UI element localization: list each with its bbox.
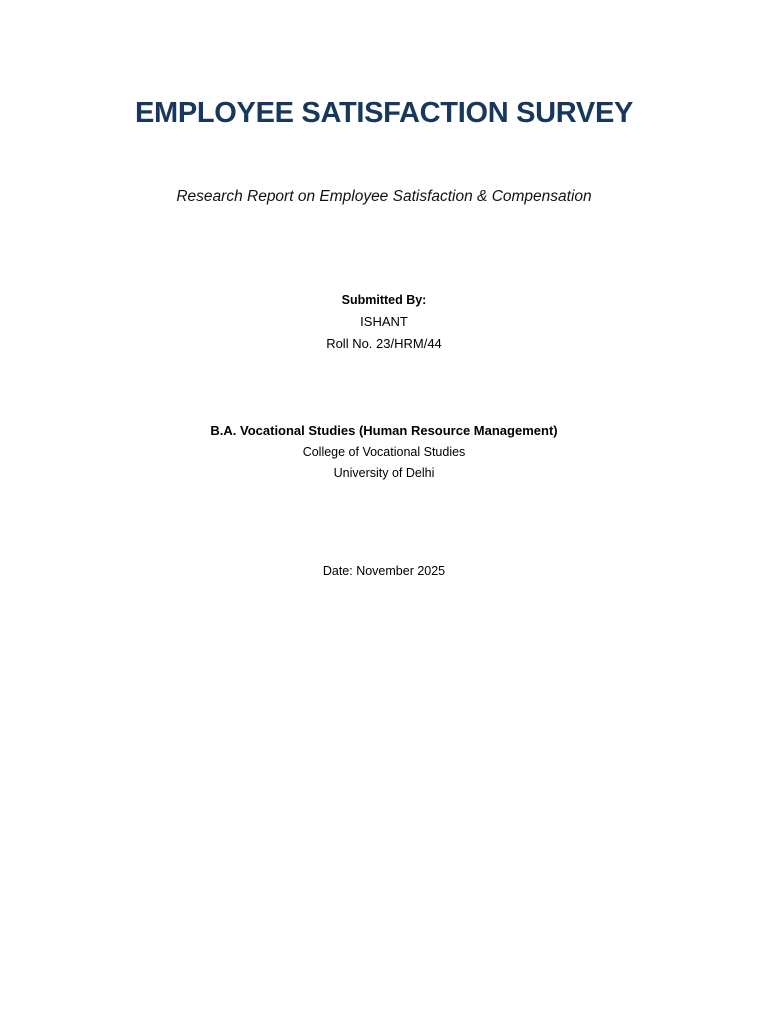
report-date: Date: November 2025: [322, 564, 446, 578]
report-subtitle: Research Report on Employee Satisfaction & Compensation: [176, 188, 592, 205]
roll-number: Roll No. 23/HRM/44: [326, 336, 442, 351]
student-name: ISHANT: [360, 314, 408, 329]
college-name: College of Vocational Studies: [302, 445, 466, 459]
report-title: EMPLOYEE SATISFACTION SURVEY: [134, 97, 634, 129]
university-name: University of Delhi: [333, 466, 435, 480]
program-name: B.A. Vocational Studies (Human Resource Management): [210, 423, 558, 438]
submitted-by-label: Submitted By:: [341, 293, 427, 307]
